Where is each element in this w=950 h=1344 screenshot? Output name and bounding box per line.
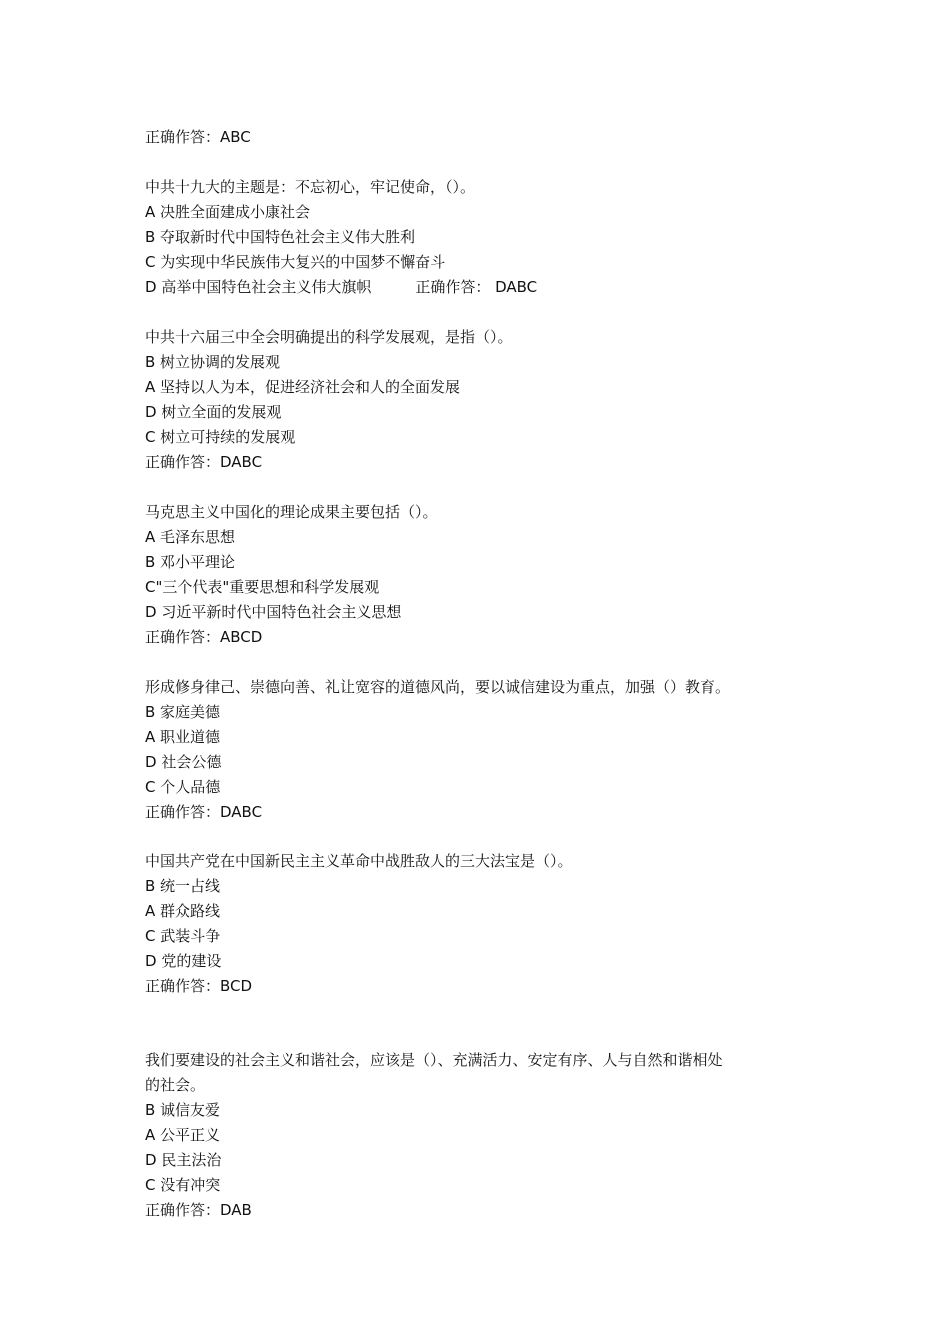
option-line: C 树立可持续的发展观 — [145, 428, 296, 446]
answer-line: 正确作答：DABC — [145, 453, 263, 471]
answer-line: 正确作答：ABCD — [145, 628, 263, 646]
option-line: C 为实现中华民族伟大复兴的中国梦不懈奋斗 — [145, 253, 446, 271]
option-line: B 夺取新时代中国特色社会主义伟大胜利 — [145, 228, 416, 246]
question-stem: 中国共产党在中国新民主主义革命中战胜敌人的三大法宝是（）。 — [145, 852, 573, 870]
option-line: D 党的建设 — [145, 952, 222, 970]
option-line: A 毛泽东思想 — [145, 528, 236, 546]
answer-line: 正确作答：ABC — [145, 128, 251, 146]
question-stem: 马克思主义中国化的理论成果主要包括（）。 — [145, 503, 438, 521]
option-line: C"三个代表"重要思想和科学发展观 — [145, 578, 380, 596]
option-answer-line — [145, 277, 537, 297]
option-line: D 树立全面的发展观 — [145, 403, 282, 421]
question-stem: 形成修身律己、崇德向善、礼让宽容的道德风尚，要以诚信建设为重点，加强（）教育。 — [145, 678, 731, 696]
option-line: B 统一占线 — [145, 877, 221, 895]
question-stem-continued: 的社会。 — [145, 1076, 206, 1094]
option-line: B 诚信友爱 — [145, 1101, 221, 1119]
question-stem: 我们要建设的社会主义和谐社会，应该是（）、充满活力、安定有序、人与自然和谐相处 — [145, 1051, 723, 1069]
option-line: C 没有冲突 — [145, 1176, 221, 1194]
option-line: A 坚持以人为本，促进经济社会和人的全面发展 — [145, 378, 461, 396]
answer-line: 正确作答：BCD — [145, 977, 253, 995]
option-line: B 家庭美德 — [145, 703, 221, 721]
option-line: A 职业道德 — [145, 728, 221, 746]
option-line: A 公平正义 — [145, 1126, 221, 1144]
option-line: D 民主法治 — [145, 1151, 222, 1169]
option-line: B 树立协调的发展观 — [145, 353, 281, 371]
option-line: A 决胜全面建成小康社会 — [145, 203, 311, 221]
option-line: A 群众路线 — [145, 902, 221, 920]
question-stem: 中共十九大的主题是：不忘初心，牢记使命，（）。 — [145, 178, 476, 196]
answer-text: 正确作答： DABC — [415, 278, 538, 296]
option-line: B 邓小平理论 — [145, 553, 236, 571]
answer-line: 正确作答：DAB — [145, 1201, 252, 1219]
option-line: D 习近平新时代中国特色社会主义思想 — [145, 603, 402, 621]
answer-line: 正确作答：DABC — [145, 803, 263, 821]
option-line: D 社会公德 — [145, 753, 222, 771]
question-stem: 中共十六届三中全会明确提出的科学发展观，是指（）。 — [145, 328, 513, 346]
option-text: D 高举中国特色社会主义伟大旗帜 — [145, 278, 372, 296]
option-line: C 武装斗争 — [145, 927, 221, 945]
option-line: C 个人品德 — [145, 778, 221, 796]
